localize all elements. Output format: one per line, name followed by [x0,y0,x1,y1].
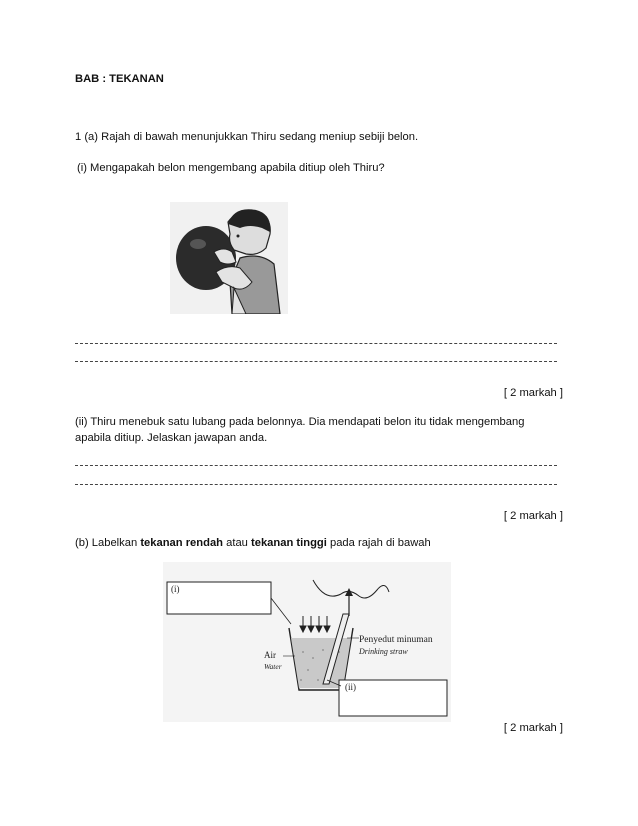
straw-label-en: Drinking straw [359,647,408,656]
answer-line-2[interactable] [75,361,557,362]
high-pressure-term: tekanan tinggi [251,537,327,549]
marks-3: [ 2 markah ] [503,722,563,734]
drinking-straw-figure [163,562,451,722]
question-1a-ii-line1: (ii) Thiru menebuk satu lubang pada belonnya. Dia mendapati belon itu tidak mengembang [75,416,525,428]
low-pressure-term: tekanan rendah [140,537,224,549]
marks-1: [ 2 markah ] [503,387,563,399]
boy-blowing-balloon-image [170,202,288,314]
chapter-title: BAB : TEKANAN [75,73,164,85]
label-ii: (ii) [345,682,356,692]
answer-line-3[interactable] [75,465,557,466]
question-1a-i: (i) Mengapakah belon mengembang apabila ditiup oleh Thiru? [77,162,385,174]
question-1b-middle: atau [223,537,252,549]
question-1b [75,537,431,549]
question-1a-ii-line2: apabila ditiup. Jelaskan jawapan anda. [75,432,268,444]
straw-label-ms: Penyedut minuman [359,635,433,645]
answer-line-4[interactable] [75,484,557,485]
water-label-en: Water [264,662,282,671]
question-1a-intro: 1 (a) Rajah di bawah menunjukkan Thiru sedang meniup sebiji belon. [75,131,419,143]
marks-2: [ 2 markah ] [503,510,563,522]
label-i: (i) [171,584,180,594]
water-label-ms: Air [264,650,276,660]
answer-line-1[interactable] [75,343,557,344]
question-1b-suffix: pada rajah di bawah [326,537,431,549]
question-1b-prefix: (b) Labelkan [75,537,141,549]
